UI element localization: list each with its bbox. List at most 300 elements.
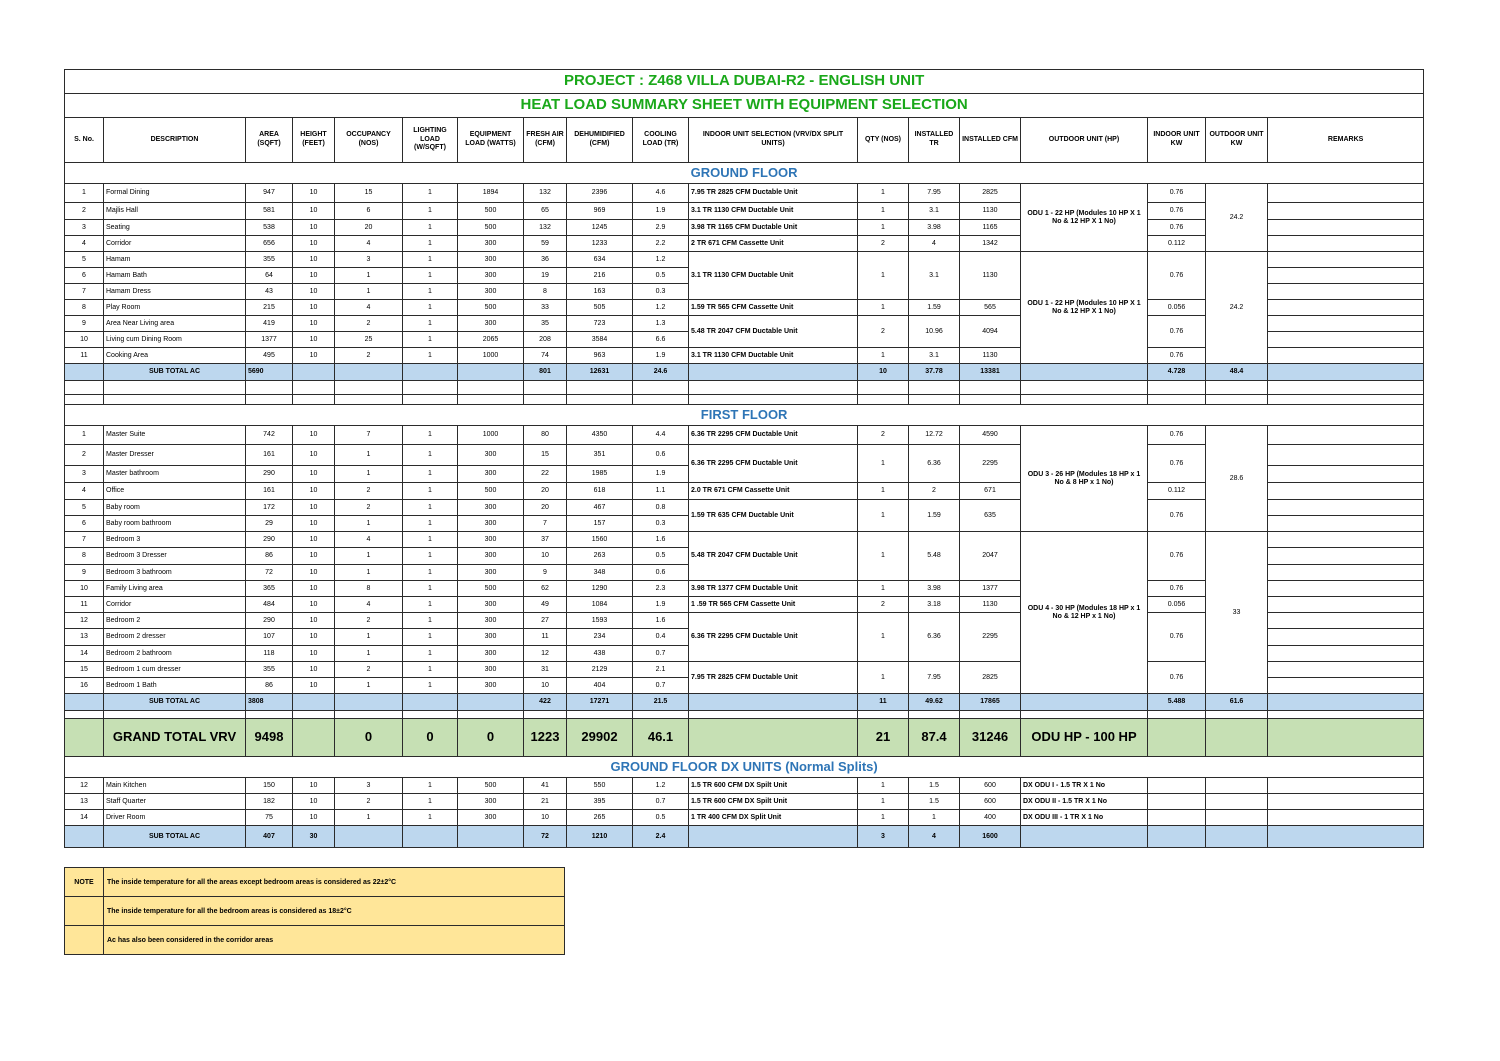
indoor-unit-kw: 0.76	[1148, 203, 1206, 220]
empty-cell	[293, 381, 335, 395]
empty-cell	[567, 381, 633, 395]
installed-tr: 3.98	[909, 220, 960, 236]
cell-lighting: 1	[403, 532, 458, 548]
remarks-cell	[1268, 268, 1424, 284]
empty-cell	[1268, 364, 1424, 381]
subtotal-area: 3808	[246, 694, 293, 711]
cell-equipment: 300	[458, 678, 524, 694]
grand-total-label: GRAND TOTAL VRV	[104, 719, 246, 757]
subtotal-row	[65, 694, 1424, 711]
header-indoor-kw: INDOOR UNIT KW	[1148, 118, 1206, 163]
table-row	[65, 426, 1424, 445]
cell-height: 10	[293, 810, 335, 826]
table-row	[65, 252, 1424, 268]
cell-equipment: 1000	[458, 426, 524, 445]
cell-occupancy: 3	[335, 252, 403, 268]
cell-cooling-load: 1.6	[633, 613, 689, 629]
indoor-unit-kw: 0.76	[1148, 316, 1206, 348]
empty-cell	[960, 711, 1021, 719]
cell-occupancy: 1	[335, 810, 403, 826]
empty-cell	[1148, 395, 1206, 405]
empty-cell	[1021, 364, 1148, 381]
empty-cell	[1148, 810, 1206, 826]
installed-tr: 3.1	[909, 252, 960, 300]
cell-height: 10	[293, 332, 335, 348]
cell-area: 365	[246, 581, 293, 597]
empty-cell	[524, 395, 567, 405]
note-item: The inside temperature for all the bedroom areas is considered as 18±2°C	[104, 897, 565, 926]
empty-cell	[293, 711, 335, 719]
header-indoor-selection: INDOOR UNIT SELECTION (VRV/DX SPLIT UNITS)	[689, 118, 858, 163]
table-row	[65, 778, 1424, 794]
cell-fresh-air: 8	[524, 284, 567, 300]
installed-tr: 1.59	[909, 300, 960, 316]
remarks-cell	[1268, 500, 1424, 516]
remarks-cell	[1268, 184, 1424, 203]
cell-lighting: 1	[403, 203, 458, 220]
cell-area: 161	[246, 445, 293, 466]
remarks-cell	[1268, 516, 1424, 532]
header-height: HEIGHT (FEET)	[293, 118, 335, 163]
indoor-unit-selection: 3.1 TR 1130 CFM Ductable Unit	[689, 348, 858, 364]
empty-cell	[403, 395, 458, 405]
cell-height: 10	[293, 348, 335, 364]
cell-fresh-air: 132	[524, 184, 567, 203]
cell-equipment: 300	[458, 794, 524, 810]
header-equipment: EQUIPMENT LOAD (WATTS)	[458, 118, 524, 163]
empty-cell	[689, 694, 858, 711]
cell-area: 290	[246, 532, 293, 548]
cell-equipment: 300	[458, 565, 524, 581]
unit-qty: 1	[858, 300, 909, 316]
subtotal-row	[65, 364, 1424, 381]
cell-cooling-load: 6.6	[633, 332, 689, 348]
cell-description: Cooking Area	[104, 348, 246, 364]
cell-fresh-air: 10	[524, 678, 567, 694]
cell-fresh-air: 15	[524, 445, 567, 466]
cell-sno: 10	[65, 332, 104, 348]
cell-description: Bedroom 3	[104, 532, 246, 548]
cell-fresh-air: 59	[524, 236, 567, 252]
indoor-unit-kw: 0.112	[1148, 236, 1206, 252]
cell-dehumidified: 216	[567, 268, 633, 284]
cell-dehumidified: 395	[567, 794, 633, 810]
cell-occupancy: 1	[335, 516, 403, 532]
notes-label: NOTE	[65, 868, 104, 897]
cell-sno: 2	[65, 445, 104, 466]
cell-cooling-load: 0.6	[633, 445, 689, 466]
cell-dehumidified: 723	[567, 316, 633, 332]
empty-cell	[633, 711, 689, 719]
empty-cell	[1268, 719, 1424, 757]
cell-cooling-load: 2.2	[633, 236, 689, 252]
blank-row	[65, 711, 1424, 719]
note-item: Ac has also been considered in the corridor areas	[104, 926, 565, 955]
subtotal-dehumidified: 12631	[567, 364, 633, 381]
cell-cooling-load: 0.3	[633, 516, 689, 532]
indoor-unit-selection: 6.36 TR 2295 CFM Ductable Unit	[689, 426, 858, 445]
cell-equipment: 300	[458, 268, 524, 284]
cell-fresh-air: 27	[524, 613, 567, 629]
cell-area: 43	[246, 284, 293, 300]
cell-lighting: 1	[403, 516, 458, 532]
cell-sno: 4	[65, 483, 104, 500]
subtotal-area: 407	[246, 826, 293, 848]
cell-cooling-load: 0.3	[633, 284, 689, 300]
empty-cell	[246, 381, 293, 395]
cell-fresh-air: 33	[524, 300, 567, 316]
cell-sno: 5	[65, 252, 104, 268]
cell-equipment: 300	[458, 548, 524, 565]
cell-lighting: 1	[403, 466, 458, 483]
remarks-cell	[1268, 466, 1424, 483]
unit-qty: 1	[858, 252, 909, 300]
header-cooling-load: COOLING LOAD (TR)	[633, 118, 689, 163]
cell-height: 10	[293, 220, 335, 236]
cell-fresh-air: 36	[524, 252, 567, 268]
cell-area: 72	[246, 565, 293, 581]
empty-cell	[960, 395, 1021, 405]
cell-dehumidified: 404	[567, 678, 633, 694]
subtotal-qty: 3	[858, 826, 909, 848]
cell-occupancy: 1	[335, 268, 403, 284]
header-qty: QTY (NOS)	[858, 118, 909, 163]
cell-occupancy: 4	[335, 532, 403, 548]
cell-area: 172	[246, 500, 293, 516]
empty-cell	[858, 395, 909, 405]
cell-dehumidified: 1233	[567, 236, 633, 252]
cell-area: 495	[246, 348, 293, 364]
cell-cooling-load: 1.9	[633, 466, 689, 483]
empty-cell	[1268, 711, 1424, 719]
empty-cell	[403, 711, 458, 719]
cell-equipment: 300	[458, 662, 524, 678]
cell-cooling-load: 1.9	[633, 597, 689, 613]
cell-area: 1377	[246, 332, 293, 348]
remarks-cell	[1268, 203, 1424, 220]
cell-cooling-load: 2.9	[633, 220, 689, 236]
outdoor-unit: ODU 1 - 22 HP (Modules 10 HP X 1 No & 12 HP X 1 No)	[1021, 184, 1148, 252]
installed-tr: 1	[909, 810, 960, 826]
cell-description: Main Kitchen	[104, 778, 246, 794]
cell-fresh-air: 19	[524, 268, 567, 284]
cell-occupancy: 1	[335, 466, 403, 483]
cell-occupancy: 25	[335, 332, 403, 348]
installed-tr: 1.5	[909, 778, 960, 794]
grand-total-fresh-air: 1223	[524, 719, 567, 757]
empty-cell	[858, 381, 909, 395]
empty-cell	[335, 381, 403, 395]
unit-qty: 1	[858, 532, 909, 581]
unit-qty: 1	[858, 581, 909, 597]
subtotal-area: 5690	[246, 364, 293, 381]
cell-equipment: 500	[458, 483, 524, 500]
cell-cooling-load: 0.4	[633, 629, 689, 646]
cell-description: Family Living area	[104, 581, 246, 597]
cell-sno: 3	[65, 220, 104, 236]
remarks-cell	[1268, 532, 1424, 548]
cell-lighting: 1	[403, 810, 458, 826]
cell-area: 118	[246, 646, 293, 662]
installed-tr: 5.48	[909, 532, 960, 581]
cell-fresh-air: 12	[524, 646, 567, 662]
cell-cooling-load: 0.7	[633, 646, 689, 662]
cell-cooling-load: 1.2	[633, 252, 689, 268]
indoor-unit-selection: 5.48 TR 2047 CFM Ductable Unit	[689, 532, 858, 581]
empty-cell	[1021, 694, 1148, 711]
cell-fresh-air: 11	[524, 629, 567, 646]
cell-height: 10	[293, 500, 335, 516]
empty-cell	[524, 381, 567, 395]
section-row	[65, 405, 1424, 426]
cell-dehumidified: 1593	[567, 613, 633, 629]
subtotal-installed-tr: 4	[909, 826, 960, 848]
first-floor-title: FIRST FLOOR	[65, 405, 1424, 426]
cell-lighting: 1	[403, 778, 458, 794]
project-title: PROJECT : Z468 VILLA DUBAI-R2 - ENGLISH UNIT	[65, 70, 1424, 94]
indoor-unit-selection: 6.36 TR 2295 CFM Ductable Unit	[689, 613, 858, 662]
empty-cell	[335, 364, 403, 381]
cell-sno: 13	[65, 629, 104, 646]
empty-cell	[909, 711, 960, 719]
indoor-unit-selection: 7.95 TR 2825 CFM Ductable Unit	[689, 662, 858, 694]
empty-cell	[65, 826, 104, 848]
indoor-unit-kw: 0.056	[1148, 300, 1206, 316]
cell-description: Office	[104, 483, 246, 500]
notes-table	[64, 867, 565, 955]
cell-fresh-air: 62	[524, 581, 567, 597]
remarks-cell	[1268, 778, 1424, 794]
cell-equipment: 300	[458, 500, 524, 516]
cell-lighting: 1	[403, 236, 458, 252]
cell-cooling-load: 1.2	[633, 300, 689, 316]
cell-occupancy: 2	[335, 348, 403, 364]
indoor-unit-selection: 6.36 TR 2295 CFM Ductable Unit	[689, 445, 858, 483]
grand-row	[65, 719, 1424, 757]
empty-cell	[1206, 794, 1268, 810]
cell-cooling-load: 2.1	[633, 662, 689, 678]
cell-sno: 6	[65, 268, 104, 284]
empty-cell	[246, 395, 293, 405]
table-row	[65, 532, 1424, 548]
empty-cell	[1268, 381, 1424, 395]
indoor-unit-kw: 0.76	[1148, 500, 1206, 532]
cell-dehumidified: 438	[567, 646, 633, 662]
cell-dehumidified: 163	[567, 284, 633, 300]
unit-qty: 1	[858, 203, 909, 220]
cell-description: Corridor	[104, 236, 246, 252]
cell-occupancy: 15	[335, 184, 403, 203]
grand-total-installed-cfm: 31246	[960, 719, 1021, 757]
cell-sno: 5	[65, 500, 104, 516]
unit-qty: 2	[858, 316, 909, 348]
cell-lighting: 1	[403, 268, 458, 284]
table-row	[65, 810, 1424, 826]
installed-cfm: 2825	[960, 184, 1021, 203]
subtotal-indoor-kw: 5.488	[1148, 694, 1206, 711]
remarks-cell	[1268, 613, 1424, 629]
cell-description: Play Room	[104, 300, 246, 316]
empty-cell	[1268, 826, 1424, 848]
indoor-unit-selection: 1.5 TR 600 CFM DX Spilt Unit	[689, 778, 858, 794]
outdoor-unit: DX ODU III - 1 TR X 1 No	[1021, 810, 1148, 826]
cell-equipment: 300	[458, 810, 524, 826]
cell-height: 10	[293, 646, 335, 662]
cell-lighting: 1	[403, 445, 458, 466]
cell-height: 10	[293, 236, 335, 252]
indoor-unit-kw: 0.056	[1148, 597, 1206, 613]
cell-description: Bedroom 3 bathroom	[104, 565, 246, 581]
cell-area: 150	[246, 778, 293, 794]
outdoor-unit-kw: 28.6	[1206, 426, 1268, 532]
cell-equipment: 500	[458, 220, 524, 236]
subtotal-qty: 10	[858, 364, 909, 381]
indoor-unit-kw: 0.76	[1148, 445, 1206, 483]
remarks-cell	[1268, 597, 1424, 613]
cell-dehumidified: 234	[567, 629, 633, 646]
indoor-unit-selection: 1.59 TR 635 CFM Ductable Unit	[689, 500, 858, 532]
note-item: The inside temperature for all the areas except bedroom areas is considered as 22±2°C	[104, 868, 565, 897]
cell-occupancy: 1	[335, 646, 403, 662]
outdoor-unit: DX ODU II - 1.5 TR X 1 No	[1021, 794, 1148, 810]
cell-dehumidified: 1084	[567, 597, 633, 613]
empty-cell	[458, 364, 524, 381]
cell-sno: 11	[65, 348, 104, 364]
cell-occupancy: 8	[335, 581, 403, 597]
cell-description: Bedroom 2	[104, 613, 246, 629]
grand-total-area: 9498	[246, 719, 293, 757]
installed-tr: 3.1	[909, 203, 960, 220]
cell-description: Hamam Dress	[104, 284, 246, 300]
cell-height: 10	[293, 794, 335, 810]
remarks-cell	[1268, 794, 1424, 810]
empty-cell	[1206, 395, 1268, 405]
cell-lighting: 1	[403, 548, 458, 565]
empty-cell	[524, 711, 567, 719]
empty-cell	[689, 395, 858, 405]
empty-cell	[909, 381, 960, 395]
cell-lighting: 1	[403, 678, 458, 694]
cell-description: Driver Room	[104, 810, 246, 826]
installed-cfm: 671	[960, 483, 1021, 500]
installed-tr: 6.36	[909, 445, 960, 483]
subtotal-indoor-kw: 4.728	[1148, 364, 1206, 381]
grand-total-installed-tr: 87.4	[909, 719, 960, 757]
cell-area: 419	[246, 316, 293, 332]
installed-tr: 1.59	[909, 500, 960, 532]
remarks-cell	[1268, 300, 1424, 316]
indoor-unit-selection: 2 TR 671 CFM Cassette Unit	[689, 236, 858, 252]
cell-occupancy: 2	[335, 613, 403, 629]
cell-lighting: 1	[403, 332, 458, 348]
cell-area: 182	[246, 794, 293, 810]
cell-equipment: 300	[458, 236, 524, 252]
cell-height: 10	[293, 678, 335, 694]
cell-equipment: 300	[458, 597, 524, 613]
empty-cell	[1021, 826, 1148, 848]
cell-lighting: 1	[403, 300, 458, 316]
header-installed-tr: INSTALLED TR	[909, 118, 960, 163]
cell-lighting: 1	[403, 565, 458, 581]
installed-cfm: 1377	[960, 581, 1021, 597]
cell-lighting: 1	[403, 316, 458, 332]
empty-cell	[458, 694, 524, 711]
cell-occupancy: 2	[335, 662, 403, 678]
cell-dehumidified: 618	[567, 483, 633, 500]
indoor-unit-kw: 0.76	[1148, 252, 1206, 300]
cell-dehumidified: 265	[567, 810, 633, 826]
subtotal-installed-tr: 37.78	[909, 364, 960, 381]
subtotal-installed-cfm: 1600	[960, 826, 1021, 848]
cell-description: Majlis Hall	[104, 203, 246, 220]
cell-height: 10	[293, 300, 335, 316]
cell-dehumidified: 351	[567, 445, 633, 466]
cell-area: 538	[246, 220, 293, 236]
cell-sno: 12	[65, 778, 104, 794]
cell-cooling-load: 0.5	[633, 548, 689, 565]
subtotal-height	[293, 694, 335, 711]
indoor-unit-kw: 0.76	[1148, 581, 1206, 597]
cell-fresh-air: 7	[524, 516, 567, 532]
cell-cooling-load: 1.1	[633, 483, 689, 500]
installed-cfm: 1130	[960, 597, 1021, 613]
unit-qty: 1	[858, 348, 909, 364]
cell-description: Bedroom 1 Bath	[104, 678, 246, 694]
subtotal-fresh-air: 422	[524, 694, 567, 711]
cell-fresh-air: 208	[524, 332, 567, 348]
unit-qty: 1	[858, 794, 909, 810]
installed-tr: 2	[909, 483, 960, 500]
cell-fresh-air: 74	[524, 348, 567, 364]
cell-area: 215	[246, 300, 293, 316]
cell-area: 29	[246, 516, 293, 532]
indoor-unit-kw: 0.76	[1148, 348, 1206, 364]
empty-cell	[689, 826, 858, 848]
cell-area: 355	[246, 662, 293, 678]
cell-cooling-load: 0.8	[633, 500, 689, 516]
installed-tr: 10.96	[909, 316, 960, 348]
cell-description: Area Near Living area	[104, 316, 246, 332]
outdoor-unit: ODU 3 - 26 HP (Modules 18 HP x 1 No & 8 HP x 1 No)	[1021, 426, 1148, 532]
cell-sno: 12	[65, 613, 104, 629]
cell-sno: 2	[65, 203, 104, 220]
empty-cell	[458, 395, 524, 405]
subtotal-installed-cfm: 17865	[960, 694, 1021, 711]
subtotal-row	[65, 826, 1424, 848]
remarks-cell	[1268, 810, 1424, 826]
cell-lighting: 1	[403, 426, 458, 445]
empty-cell	[335, 711, 403, 719]
empty-cell	[1148, 778, 1206, 794]
cell-description: Bedroom 3 Dresser	[104, 548, 246, 565]
cell-fresh-air: 10	[524, 810, 567, 826]
empty-cell	[104, 395, 246, 405]
cell-fresh-air: 9	[524, 565, 567, 581]
subtotal-label: SUB TOTAL AC	[104, 364, 246, 381]
empty-cell	[293, 719, 335, 757]
cell-height: 10	[293, 778, 335, 794]
indoor-unit-selection: 5.48 TR 2047 CFM Ductable Unit	[689, 316, 858, 348]
installed-cfm: 600	[960, 794, 1021, 810]
blank-row	[65, 395, 1424, 405]
cell-occupancy: 1	[335, 678, 403, 694]
subtotal-fresh-air: 801	[524, 364, 567, 381]
remarks-cell	[1268, 348, 1424, 364]
cell-description: Corridor	[104, 597, 246, 613]
installed-cfm: 1165	[960, 220, 1021, 236]
unit-qty: 2	[858, 597, 909, 613]
cell-cooling-load: 4.4	[633, 426, 689, 445]
